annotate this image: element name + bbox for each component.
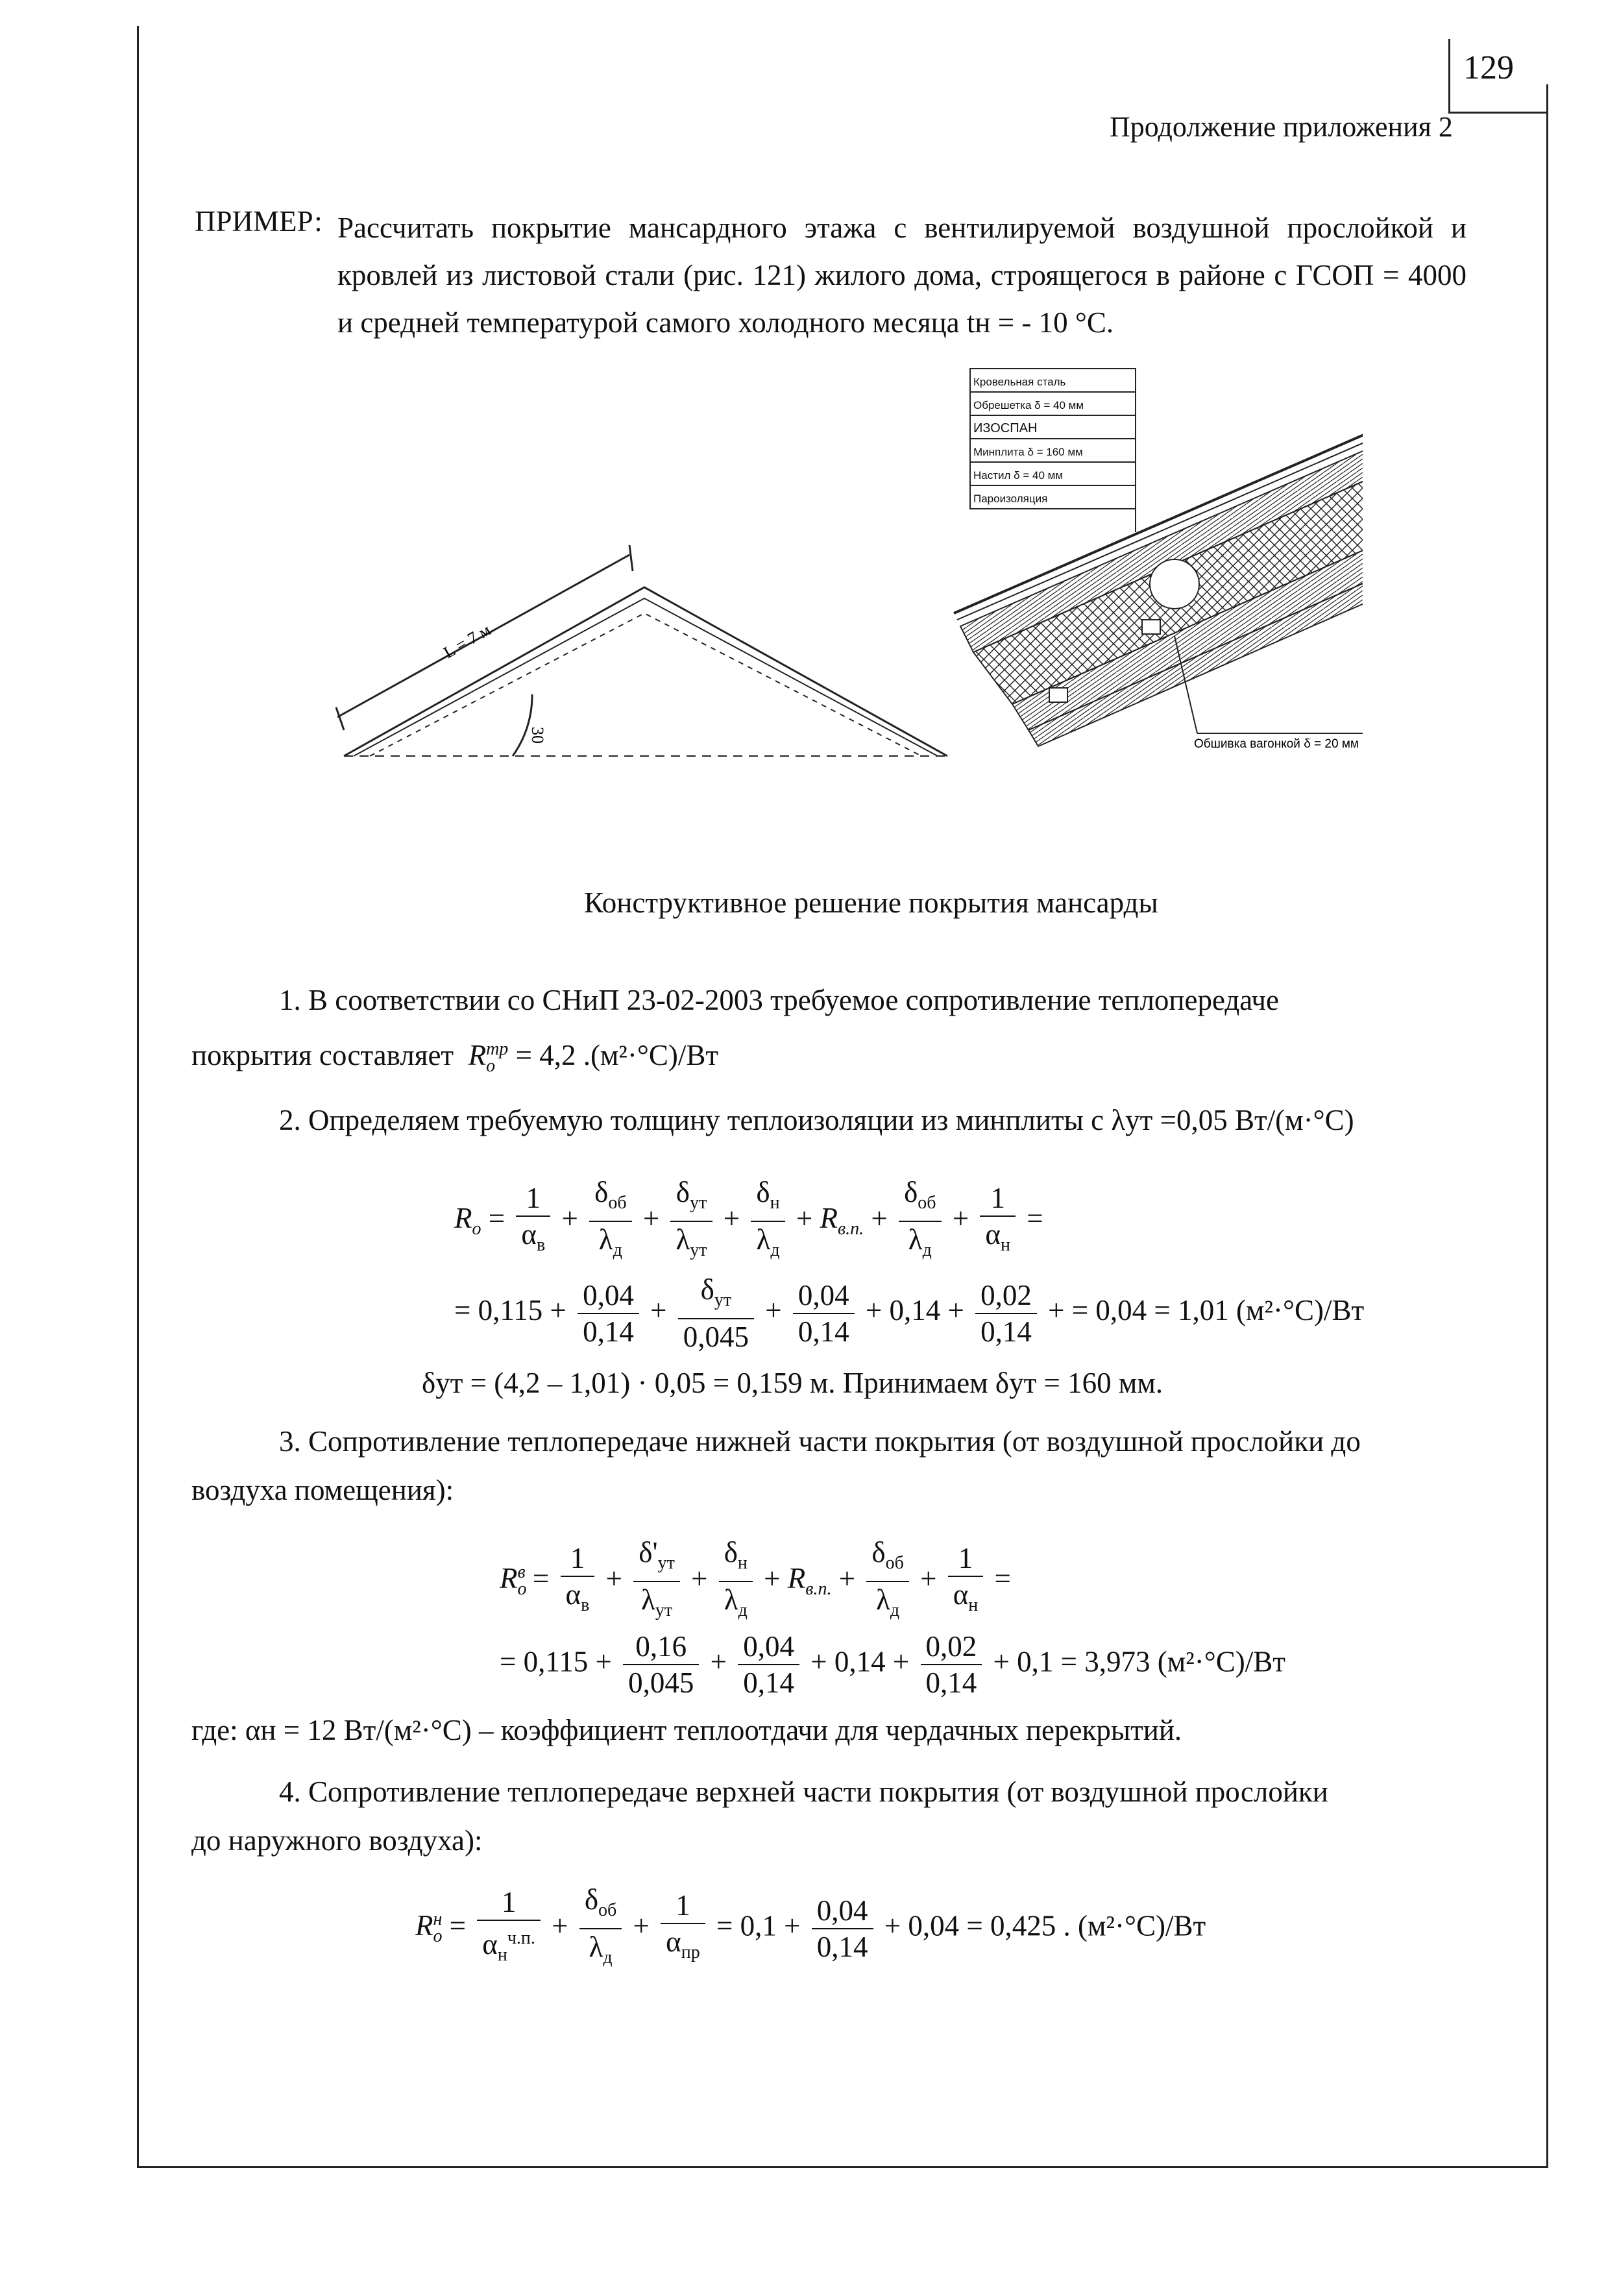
step1-value: = 4,2 .(м²·°С)/Вт [515, 1039, 719, 1071]
legend-item-vapor-barrier: Пароизоляция [973, 493, 1048, 505]
roof-triangle-diagram [336, 545, 947, 756]
equation-r0-general: $R_o$ = $\frac{1}{\alpha_в}$ + $\frac{\delta_{об}}{\lambda_д}$ + $\frac{\delta_{ут}}{\lambda_{ут}}$ + $\frac{\delta_н}{\lambda_д}$ + $R_{в.п.}$ + $\frac{\delta_{об}}{\lambda_д}$ + $\frac{1}{\alpha_н}$ = [454, 1176, 1043, 1260]
page-number: 129 [1463, 49, 1514, 86]
length-label: L = 7 м [440, 620, 494, 663]
legend-item-decking: Настил δ = 40 мм [973, 469, 1064, 482]
r-required-symbol: $R_o^{тр}$ [461, 1039, 509, 1076]
step4-line1: 4. Сопротивление теплопередаче верхней части покрытия (от воздушной прослойки [279, 1776, 1328, 1808]
equation-rb-numeric: = 0,115 + $\frac{0,16}{0,045}$ + $\frac{0,04}{0,14}$ + 0,14 + $\frac{0,02}{0,14}$ + 0,1 = 3,973 (м²·°С)/Вт [500, 1630, 1285, 1699]
legend-item-mineral-wool: Минплита δ = 160 мм [973, 446, 1083, 458]
running-head: Продолжение приложения 2 [1110, 111, 1453, 143]
legend-item-izospan: ИЗОСПАН [973, 421, 1038, 435]
equation-r0-numeric: = 0,115 + $\frac{0,04}{0,14}$ + $\frac{\delta_{ут}}{0,045}$ + $\frac{0,04}{0,14}$ + 0,14 + $\frac{0,02}{0,14}$ + = 0,04 = 1,01 (м²·°С)/Вт [454, 1273, 1365, 1353]
step3-result: + 0,1 = 3,973 (м²·°С)/Вт [993, 1645, 1285, 1678]
step4-line2: до наружного воздуха): [191, 1824, 483, 1857]
example-text: Рассчитать покрытие мансардного этажа с вентилируемой воздушной прослойкой и кровлей из листовой стали (рис. 121) жилого дома, строящегося в районе с ГСОП = 4000 и средней температурой самого холодного месяца tн = - 10 °С. [337, 212, 1467, 339]
figure-caption: Конструктивное решение покрытия мансарды [584, 886, 1158, 919]
equation-rh: $R_o^н$ = $\frac{1}{\alpha_н^{ч.п.}}$ + $\frac{\delta_{об}}{\lambda_д}$ + $\frac{1}{\alpha_{пр}}$ = 0,1 + $\frac{0,04}{0,14}$ + 0,04 = 0,425 . (м²·°С)/Вт [415, 1883, 1206, 1968]
where-note: где: αн = 12 Вт/(м²·°С) – коэффициент теплоотдачи для чердачных перекрытий. [191, 1714, 1182, 1746]
step2-line: 2. Определяем требуемую толщину теплоизоляции из минплиты с λут =0,05 Вт/(м·°С) [279, 1104, 1354, 1136]
page-frame-bottom [137, 2166, 1548, 2168]
legend-item-batten: Обрешетка δ = 40 мм [973, 399, 1084, 411]
page-frame-right [1546, 84, 1548, 2168]
step1-line2 [191, 1038, 718, 1077]
step3-line1: 3. Сопротивление теплопередаче нижней части покрытия (от воздушной прослойки до [279, 1425, 1361, 1458]
step3-line2: воздуха помещения): [191, 1474, 454, 1506]
step4-result: + 0,04 = 0,425 . (м²·°С)/Вт [884, 1909, 1206, 1942]
step1-prefix: покрытия составляет [191, 1039, 454, 1071]
equation-rb-general: $R_o^в$ = $\frac{1}{\alpha_в}$ + $\frac{\delta'_{ут}}{\lambda_{ут}}$ + $\frac{\delta_н}{\lambda_д}$ + $R_{в.п.}$ + $\frac{\delta_{об}}{\lambda_д}$ + $\frac{1}{\alpha_н}$ = [500, 1536, 1011, 1620]
page-frame-left [137, 26, 139, 2168]
step2-delta: δут = (4,2 – 1,01) · 0,05 = 0,159 м. Принимаем δут = 160 мм. [422, 1367, 1163, 1399]
example-label: ПРИМЕР: [195, 205, 323, 238]
angle-label: 30 [528, 727, 547, 744]
sheathing-label: Обшивка вагонкой δ = 20 мм [1194, 737, 1359, 751]
roof-figure [324, 363, 1363, 785]
step2-result: = 0,04 = 1,01 (м²·°С)/Вт [1071, 1293, 1365, 1326]
legend-item-steel: Кровельная сталь [973, 376, 1066, 388]
step1-line1: 1. В соответствии со СНиП 23-02-2003 требуемое сопротивление теплопередаче [279, 984, 1280, 1016]
